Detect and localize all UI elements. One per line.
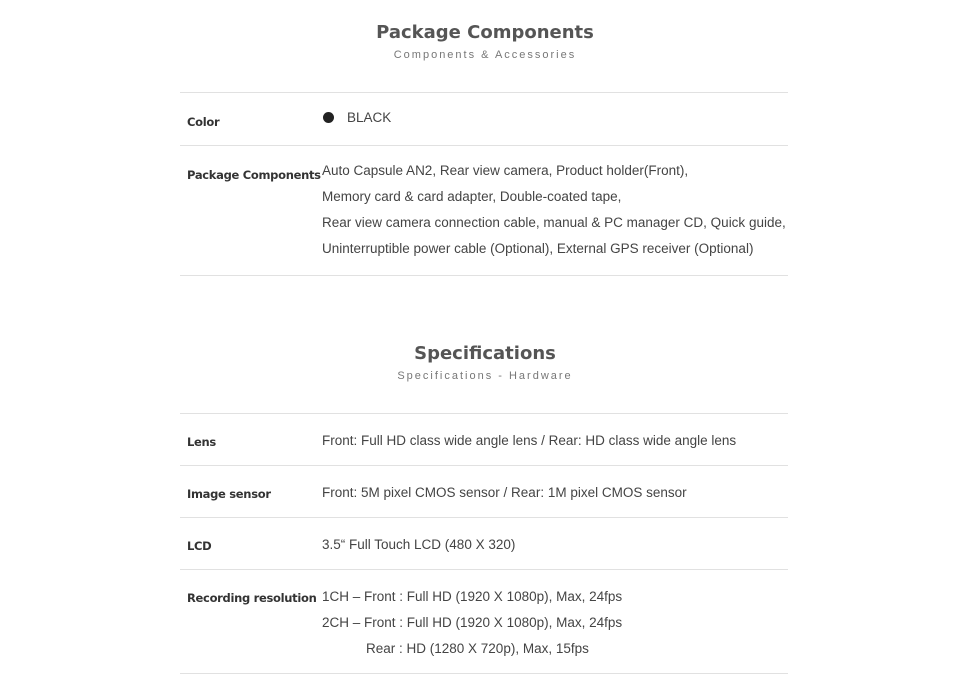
row-label: Lens: [187, 435, 216, 449]
resolution-line: 2CH – Front : Full HD (1920 X 1080p), Max, 24fps: [322, 615, 623, 630]
row-label: Recording resolution: [187, 591, 317, 605]
component-line: Auto Capsule AN2, Rear view camera, Product holder(Front),: [322, 163, 689, 178]
row-value: [322, 480, 788, 506]
row-label: LCD: [187, 539, 212, 553]
row-label: Image sensor: [187, 487, 271, 501]
row-label: Package Components: [187, 168, 321, 182]
table-row-recording-resolution: [180, 570, 788, 674]
component-line: Uninterruptible power cable (Optional), External GPS receiver (Optional): [322, 241, 754, 256]
spec-value-line: Front: 5M pixel CMOS sensor / Rear: 1M pixel CMOS sensor: [322, 485, 687, 500]
resolution-line: 1CH – Front : Full HD (1920 X 1080p), Max, 24fps: [322, 589, 623, 604]
spec-value-line: 3.5“ Full Touch LCD (480 X 320): [322, 537, 516, 552]
row-value: [322, 532, 788, 558]
row-value: [322, 584, 788, 662]
specs-section-title: Specifications: [414, 343, 556, 364]
specs-table: [180, 413, 788, 674]
table-row-color: [180, 93, 788, 146]
specs-section-subtitle: Specifications - Hardware: [397, 370, 573, 382]
spec-value-line: Front: Full HD class wide angle lens / Rear: HD class wide angle lens: [322, 433, 737, 448]
component-line: Memory card & card adapter, Double-coated tape,: [322, 189, 622, 204]
table-row-image-sensor: [180, 466, 788, 518]
table-row-lens: [180, 414, 788, 466]
table-row-package-components: [180, 146, 788, 276]
package-section-subtitle: Components & Accessories: [393, 49, 577, 61]
row-value: [322, 428, 788, 454]
color-value: BLACK: [347, 110, 392, 125]
row-value: [322, 158, 788, 262]
row-label: Color: [187, 115, 220, 129]
package-section-title: Package Components: [376, 22, 594, 43]
row-value: [322, 105, 788, 131]
component-line: Rear view camera connection cable, manual & PC manager CD, Quick guide,: [322, 215, 786, 230]
table-row-lcd: [180, 518, 788, 570]
resolution-line: Rear : HD (1280 X 720p), Max, 15fps: [366, 641, 589, 656]
color-swatch-icon: [323, 112, 334, 123]
package-table: [180, 92, 788, 276]
